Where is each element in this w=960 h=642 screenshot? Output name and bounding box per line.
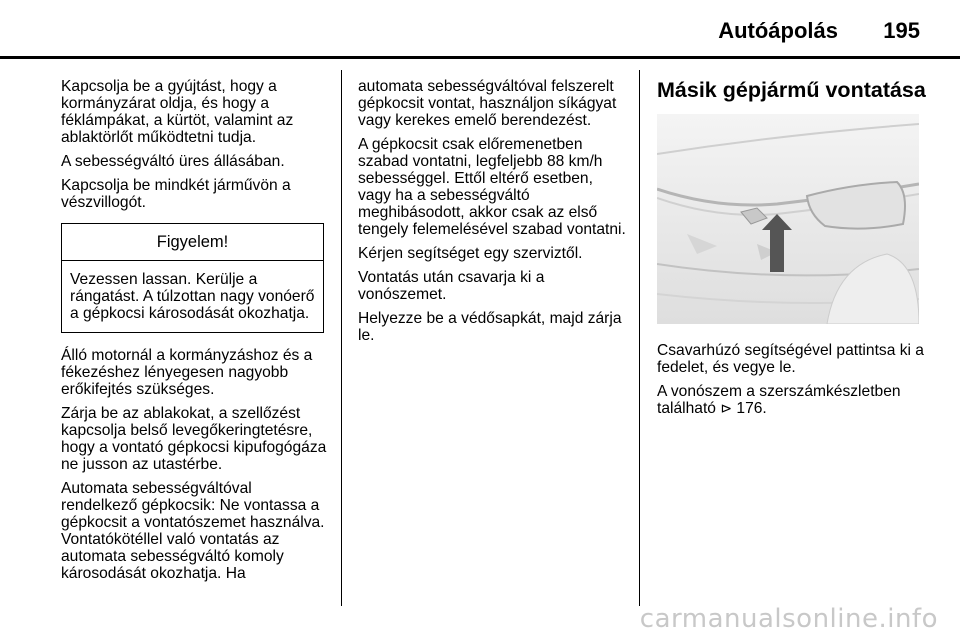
warning-box [61,223,324,333]
column-divider-1 [341,70,342,606]
bumper-illustration [657,114,919,324]
bumper-photo [657,114,919,324]
paragraph: Álló motornál a kormányzáshoz és a fékezéshez lényegesen nagyobb erőkifejtés szükséges. [61,347,313,398]
paragraph: Automata sebességváltóval rendelkező gépkocsik: Ne vontassa a gépkocsit a vontatószemet használva. Vontatókötéllel való vontatás az automata sebességváltó komoly károsodását okozhatja. Ha [61,480,325,582]
page-header [0,0,960,56]
paragraph: A sebességváltó üres állásában. [61,153,285,170]
paragraph: automata sebességváltóval felszerelt gépkocsit vontat, használjon síkágyat vagy kerekes emelő berendezést. [358,78,617,129]
page-number: 195 [883,18,920,43]
watermark: carmanualsonline.info [639,604,938,634]
column-1 [61,78,329,589]
page-reference-icon: ⊳ [720,400,733,416]
paragraph: Zárja be az ablakokat, a szellőzést kapcsolja belső levegőkeringtetésre, hogy a vontató gépkocsi kipufogógáza ne jusson az utastérbe. [61,405,327,473]
paragraph: Vontatás után csavarja ki a vonószemet. [358,269,545,303]
paragraph: Kapcsolja be mindkét járművön a vészvillogót. [61,177,291,211]
paragraph: A gépkocsit csak előremenetben szabad vontatni, legfeljebb 88 km/h sebességgel. Ettől eltérő esetben, vagy ha a sebességváltó meghibásodott, akkor csak az első tengely felemelésével szabad vontatni. [358,136,626,238]
warning-title: Figyelem! [62,224,323,261]
column-3 [657,78,925,424]
header-rule [0,56,960,59]
paragraph: Csavarhúzó segítségével pattintsa ki a fedelet, és vegye le. [657,342,924,376]
paragraph: Kérjen segítséget egy szerviztől. [358,245,583,262]
paragraph [657,383,925,417]
paragraph: Helyezze be a védősapkát, majd zárja le. [358,310,622,344]
column-2 [358,78,626,351]
chapter-title: Autóápolás [718,18,838,43]
warning-body: Vezessen lassan. Kerülje a rángatást. A túlzottan nagy vonóerő a gépkocsi károsodását okozhatja. [70,271,315,322]
paragraph-text: A vonószem a szerszámkészletben található [657,383,901,417]
page-reference: 176. [736,400,767,417]
section-title: Másik gépjármű vontatása [657,78,926,102]
paragraph: Kapcsolja be a gyújtást, hogy a kormányzárat oldja, és hogy a féklámpákat, a kürtöt, valamint az ablaktörlőt működtetni tudja. [61,78,294,146]
column-divider-2 [639,70,640,606]
